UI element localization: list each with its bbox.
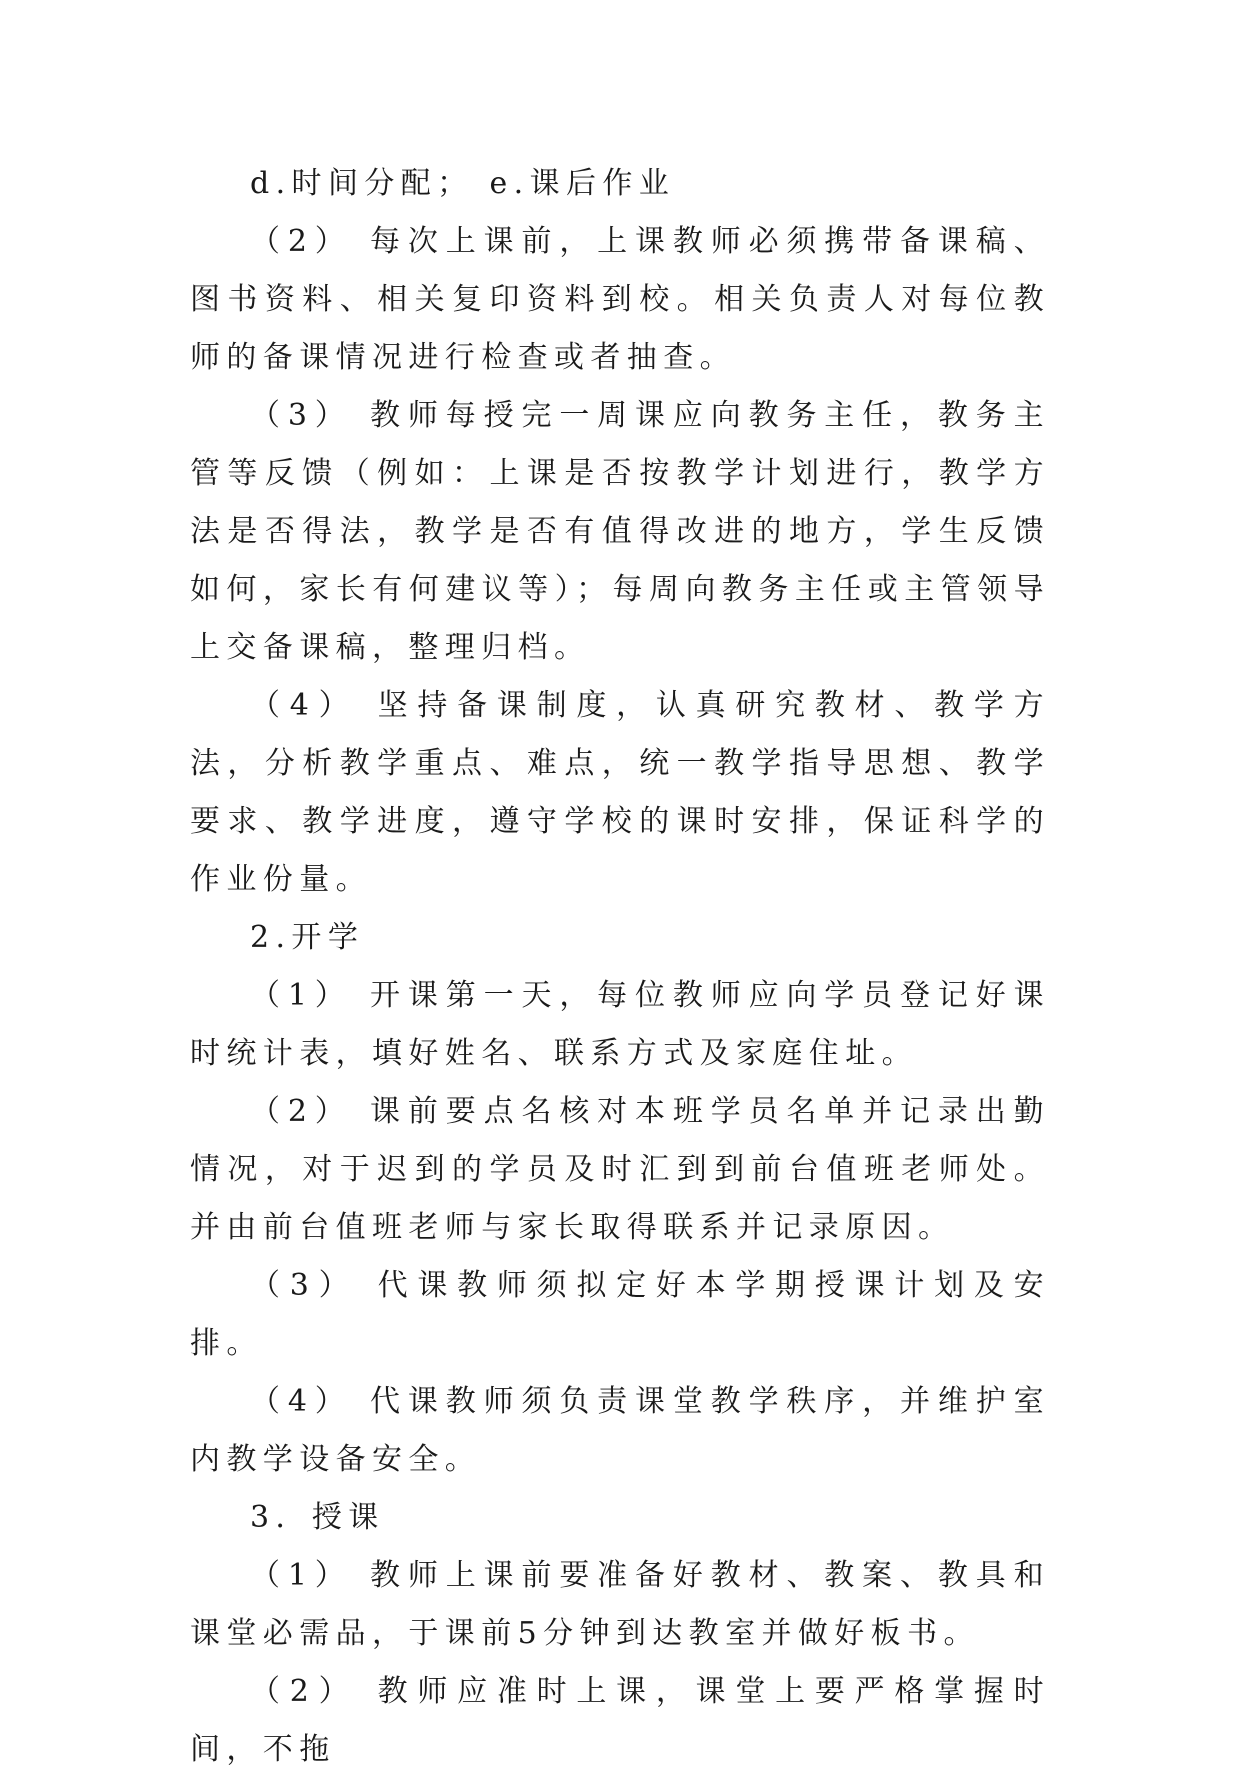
paragraph: d.时间分配； e.课后作业: [250, 166, 676, 201]
paragraph: （1） 教师上课前要准备好教材、教案、教具和课堂必需品，于课前5分钟到达教室并做好板书。: [190, 1558, 1050, 1651]
section-heading: 3．授课: [250, 1500, 385, 1535]
paragraph: （4） 代课教师须负责课堂教学秩序，并维护室内教学设备安全。: [190, 1384, 1050, 1477]
paragraph: （1） 开课第一天，每位教师应向学员登记好课时统计表，填好姓名、联系方式及家庭住址。: [190, 978, 1050, 1071]
paragraph: （2） 课前要点名核对本班学员名单并记录出勤情况，对于迟到的学员及时汇到到前台值班老师处。并由前台值班老师与家长取得联系并记录原因。: [190, 1094, 1050, 1245]
paragraph: （2） 教师应准时上课，课堂上要严格掌握时间，不拖: [190, 1674, 1050, 1767]
paragraph: （3） 代课教师须拟定好本学期授课计划及安排。: [190, 1268, 1050, 1361]
paragraph: （2） 每次上课前，上课教师必须携带备课稿、图书资料、相关复印资料到校。相关负责人对每位教师的备课情况进行检查或者抽查。: [190, 224, 1050, 375]
section-heading: 2.开学: [250, 920, 365, 955]
paragraph: （4） 坚持备课制度，认真研究教材、教学方法，分析教学重点、难点，统一教学指导思想、教学要求、教学进度，遵守学校的课时安排，保证科学的作业份量。: [190, 688, 1050, 897]
document-body: [190, 155, 1050, 1779]
paragraph: （3） 教师每授完一周课应向教务主任，教务主管等反馈（例如：上课是否按教学计划进行，教学方法是否得法，教学是否有值得改进的地方，学生反馈如何，家长有何建议等）；每周向教务主任或主管领导上交备课稿，整理归档。: [190, 398, 1050, 665]
